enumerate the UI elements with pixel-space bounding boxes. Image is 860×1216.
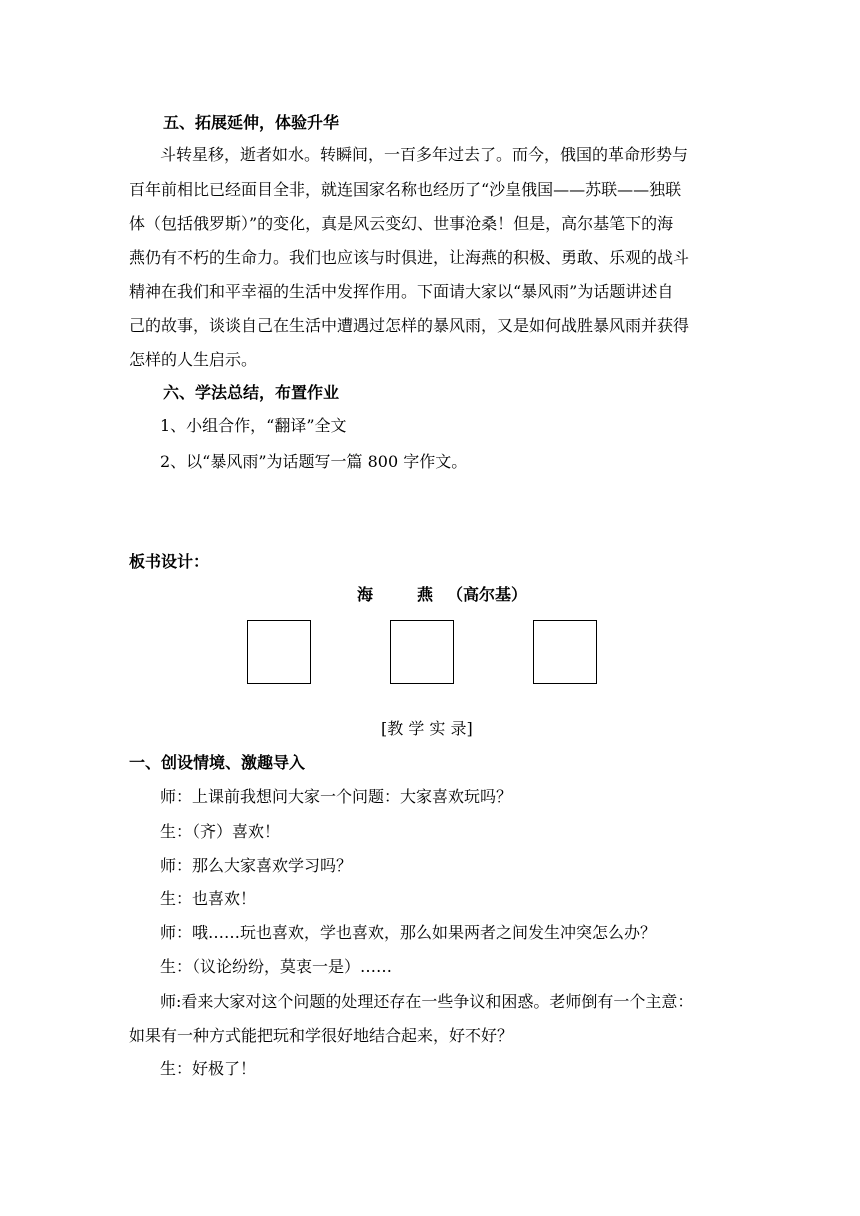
section5-line-3: 体（包括俄罗斯）”的变化，真是风云变幻、世事沧桑！但是，高尔基笔下的海: [129, 214, 674, 233]
record-section1-heading: 一、创设情境、激趣导入: [129, 753, 306, 772]
dialogue-line-5: 师：哦……玩也喜欢，学也喜欢，那么如果两者之间发生冲突怎么办？: [160, 923, 657, 942]
board-box-2: [390, 620, 454, 684]
section5-line-4: 燕仍有不朽的生命力。我们也应该与时俱进，让海燕的积极、勇敢、乐观的战斗: [129, 248, 690, 267]
dialogue-line-8: 如果有一种方式能把玩和学很好地结合起来，好不好？: [129, 1026, 514, 1045]
dialogue-line-6: 生：（议论纷纷，莫衷一是）……: [160, 957, 393, 976]
board-title-yan: 燕: [417, 585, 434, 604]
dialogue-line-7: 师:看来大家对这个问题的处理还存在一些争议和困惑。老师倒有一个主意：: [160, 992, 694, 1011]
dialogue-line-9: 生：好极了！: [160, 1059, 257, 1078]
section6-heading: 六、学法总结，布置作业: [163, 383, 340, 402]
dialogue-line-3: 师：那么大家喜欢学习吗？: [160, 856, 353, 875]
section5-line-1: 斗转星移，逝者如水。转瞬间，一百多年过去了。而今，俄国的革命形势与: [160, 145, 689, 164]
dialogue-line-1: 师：上课前我想问大家一个问题：大家喜欢玩吗？: [160, 787, 513, 806]
section6-item-1: 1、小组合作，“翻译”全文: [160, 416, 347, 435]
section5-line-6: 己的故事，谈谈自己在生活中遭遇过怎样的暴风雨，又是如何战胜暴风雨并获得: [129, 316, 690, 335]
section5-line-5: 精神在我们和平幸福的生活中发挥作用。下面请大家以“暴风雨”为话题讲述自: [129, 282, 674, 301]
record-title: [教 学 实 录]: [381, 719, 473, 738]
dialogue-line-4: 生：也喜欢！: [160, 889, 257, 908]
dialogue-line-2: 生：（齐）喜欢！: [160, 822, 281, 841]
board-label: 板书设计：: [129, 552, 210, 571]
board-title-hai: 海: [357, 585, 374, 604]
board-title-author: （高尔基）: [447, 585, 528, 604]
board-box-1: [247, 620, 311, 684]
section5-line-7: 怎样的人生启示。: [129, 350, 258, 369]
section5-heading: 五、拓展延伸，体验升华: [163, 113, 340, 132]
section6-item-2: 2、以“暴风雨”为话题写一篇 800 字作文。: [160, 452, 468, 471]
board-box-3: [533, 620, 597, 684]
section5-line-2: 百年前相比已经面目全非，就连国家名称也经历了“沙皇俄国——苏联——独联: [129, 180, 682, 199]
